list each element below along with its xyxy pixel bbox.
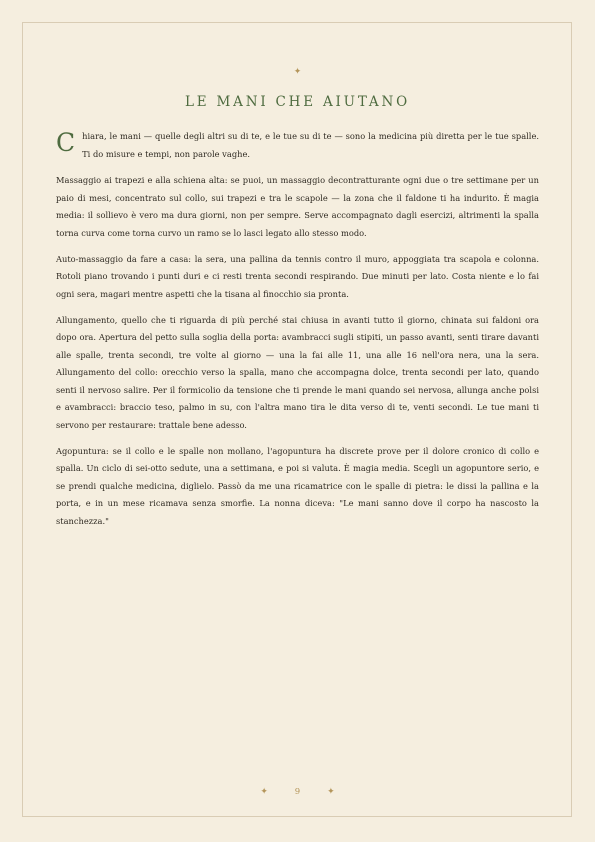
dropcap: C — [56, 128, 76, 157]
paragraph-massaggio: Massaggio ai trapezi e alla schiena alta: se puoi, un massaggio decontratturante ogni due o tre settimane per un paio di mesi, concentrato sul collo, sui trapezi e tra le scapole — la zona che il faldone ti ha indurito. È magia media: il sollievo è vero ma dura giorni, non per sempre. Serve accompagnato dagli esercizi, altrimenti la spalla torna curva come torna curvo un ramo se lo lasci legato allo stesso modo. — [56, 175, 539, 238]
body-text — [56, 128, 539, 539]
footer-ornament-left-icon: ✦ — [260, 787, 268, 797]
intro-text: hiara, le mani — quelle degli altri su di te, e le tue su di te — sono la medicina più diretta per le tue spalle. Ti do misure e tempi, non parole vaghe. — [82, 131, 539, 159]
paragraph-auto-massaggio: Auto-massaggio da fare a casa: la sera, una pallina da tennis contro il muro, appoggiata tra scapola e colonna. Rotoli piano trovando i punti duri e ci resti trenta secondi respirando. Due minuti per lato. Costa niente e lo fai ogni sera, magari mentre aspetti che la tisana al finocchio sia pronta. — [56, 253, 539, 299]
page-footer — [0, 786, 595, 798]
intro-paragraph — [56, 128, 539, 163]
page-number: 9 — [294, 787, 301, 797]
page-title: LE MANI CHE AIUTANO — [185, 94, 410, 110]
paragraph-agopuntura: Agopuntura: se il collo e le spalle non mollano, l'agopuntura ha discrete prove per il dolore cronico di collo e spalla. Un ciclo di sei-otto sedute, una a settimana, e poi si valuta. È magia media. Scegli un agopuntore serio, e se prendi qualche medicina, diglielo. Passò da me una ricamatrice con le spalle di pietra: le dissi la pallina e la porta, e in un mese ricamava senza smorfie. La nonna diceva: "Le mani sanno dove il corpo ha nascosto la stanchezza." — [56, 445, 539, 526]
top-ornament-icon: ✦ — [293, 67, 302, 77]
paragraph-allungamento: Allungamento, quello che ti riguarda di più perché stai chiusa in avanti tutto il giorno, chinata sui faldoni ora dopo ora. Apertura del petto sulla soglia della porta: avambracci sugli stipiti, un passo avanti, senti tirare davanti alle spalle, trenta secondi, tre volte al giorno — una la fai alle 11, una alle 16 nell'ora nera, una la sera. Allungamento del collo: orecchio verso la spalla, mano che accompagna dolce, trenta secondi per lato, quando senti il nervoso salire. Per il formicolio da tensione che ti prende le mani quando sei nervosa, allunga anche polsi e avambracci: braccio teso, palmo in su, con l'altra mano tira le dita verso di te, venti secondi. Le tue mani ti servono per restaurare: trattale bene adesso. — [56, 314, 539, 430]
footer-ornament-right-icon: ✦ — [327, 787, 335, 797]
